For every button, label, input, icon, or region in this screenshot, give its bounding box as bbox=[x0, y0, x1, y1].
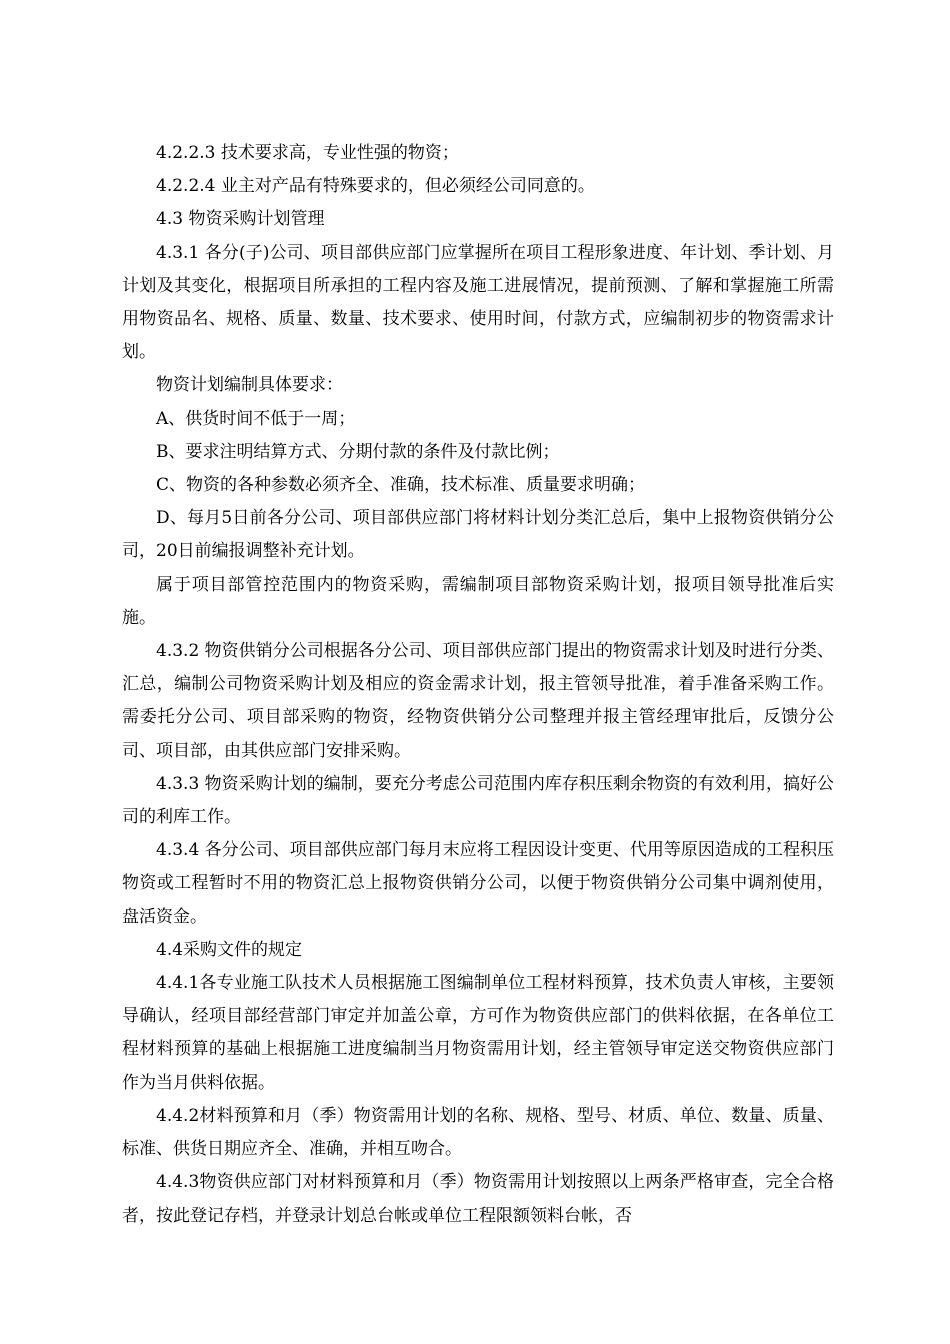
paragraph-4-3-4: 4.3.4 各分公司、项目部供应部门每月末应将工程因设计变更、代用等原因造成的工程积压物资或工程暂时不用的物资汇总上报物资供销分公司，以便于物资供销分公司集中调剂使用，盘活资金。 bbox=[122, 840, 834, 927]
section-heading-4-3: 4.3 物资采购计划管理 bbox=[156, 209, 325, 230]
requirement-d: D、每月5日前各分公司、项目部供应部门将材料计划分类汇总后，集中上报物资供销分公司，20日前编报调整补充计划。 bbox=[122, 508, 834, 562]
paragraph-4-3-3: 4.3.3 物资采购计划的编制，要充分考虑公司范围内库存积压剩余物资的有效利用，搞好公司的利库工作。 bbox=[122, 773, 834, 828]
section-heading-4-4: 4.4采购文件的规定 bbox=[156, 939, 303, 960]
requirements-heading: 物资计划编制具体要求： bbox=[156, 375, 343, 396]
paragraph-4-4-1: 4.4.1各专业施工队技术人员根据施工图编制单位工程材料预算，技术负责人审核，主要领导确认，经项目部经营部门审定并加盖公章，方可作为物资供应部门的供料依据，在各单位工程材料预算的基础上根据施工进度编制当月物资需用计划，经主管领导审定送交物资供应部门作为当月供料依据。 bbox=[122, 973, 834, 1093]
paragraph-4-4-2: 4.4.2材料预算和月（季）物资需用计划的名称、规格、型号、材质、单位、数量、质量、标准、供货日期应齐全、准确，并相互吻合。 bbox=[122, 1105, 834, 1160]
paragraph-4-2-2-3: 4.2.2.3 技术要求高，专业性强的物资； bbox=[156, 143, 459, 163]
requirement-a: A、供货时间不低于一周； bbox=[156, 408, 356, 429]
paragraph-4-4-3: 4.4.3物资供应部门对材料预算和月（季）物资需用计划按照以上两条严格审查，完全合格者，按此登记存档，并登录计划总台帐或单位工程限额领料台帐，否 bbox=[122, 1172, 834, 1226]
paragraph-4-3-2: 4.3.2 物资供销分公司根据各分公司、项目部供应部门提出的物资需求计划及时进行分类、汇总，编制公司物资采购计划及相应的资金需求计划，报主管领导批准，着手准备采购工作。需委托分公司、项目部采购的物资，经物资供销分公司整理并报主管经理审批后，反馈分公司、项目部，由其供应部门安排采购。 bbox=[122, 641, 834, 761]
requirement-b: B、要求注明结算方式、分期付款的条件及付款比例； bbox=[156, 441, 560, 462]
paragraph-4-2-2-4: 4.2.2.4 业主对产品有特殊要求的，但必须经公司同意的。 bbox=[156, 176, 595, 197]
paragraph-project-procurement: 属于项目部管控范围内的物资采购，需编制项目部物资采购计划，报项目领导批准后实施。 bbox=[122, 574, 834, 628]
paragraph-4-3-1: 4.3.1 各分(子)公司、项目部供应部门应掌握所在项目工程形象进度、年计划、季计划、月计划及其变化，根据项目所承担的工程内容及施工进展情况，提前预测、了解和掌握施工所需用物资品名、规格、质量、数量、技术要求、使用时间，付款方式，应编制初步的物资需求计划。 bbox=[122, 242, 834, 363]
requirement-c: C、物资的各种参数必须齐全、准确，技术标准、质量要求明确； bbox=[156, 475, 646, 496]
document-page bbox=[122, 137, 834, 1233]
